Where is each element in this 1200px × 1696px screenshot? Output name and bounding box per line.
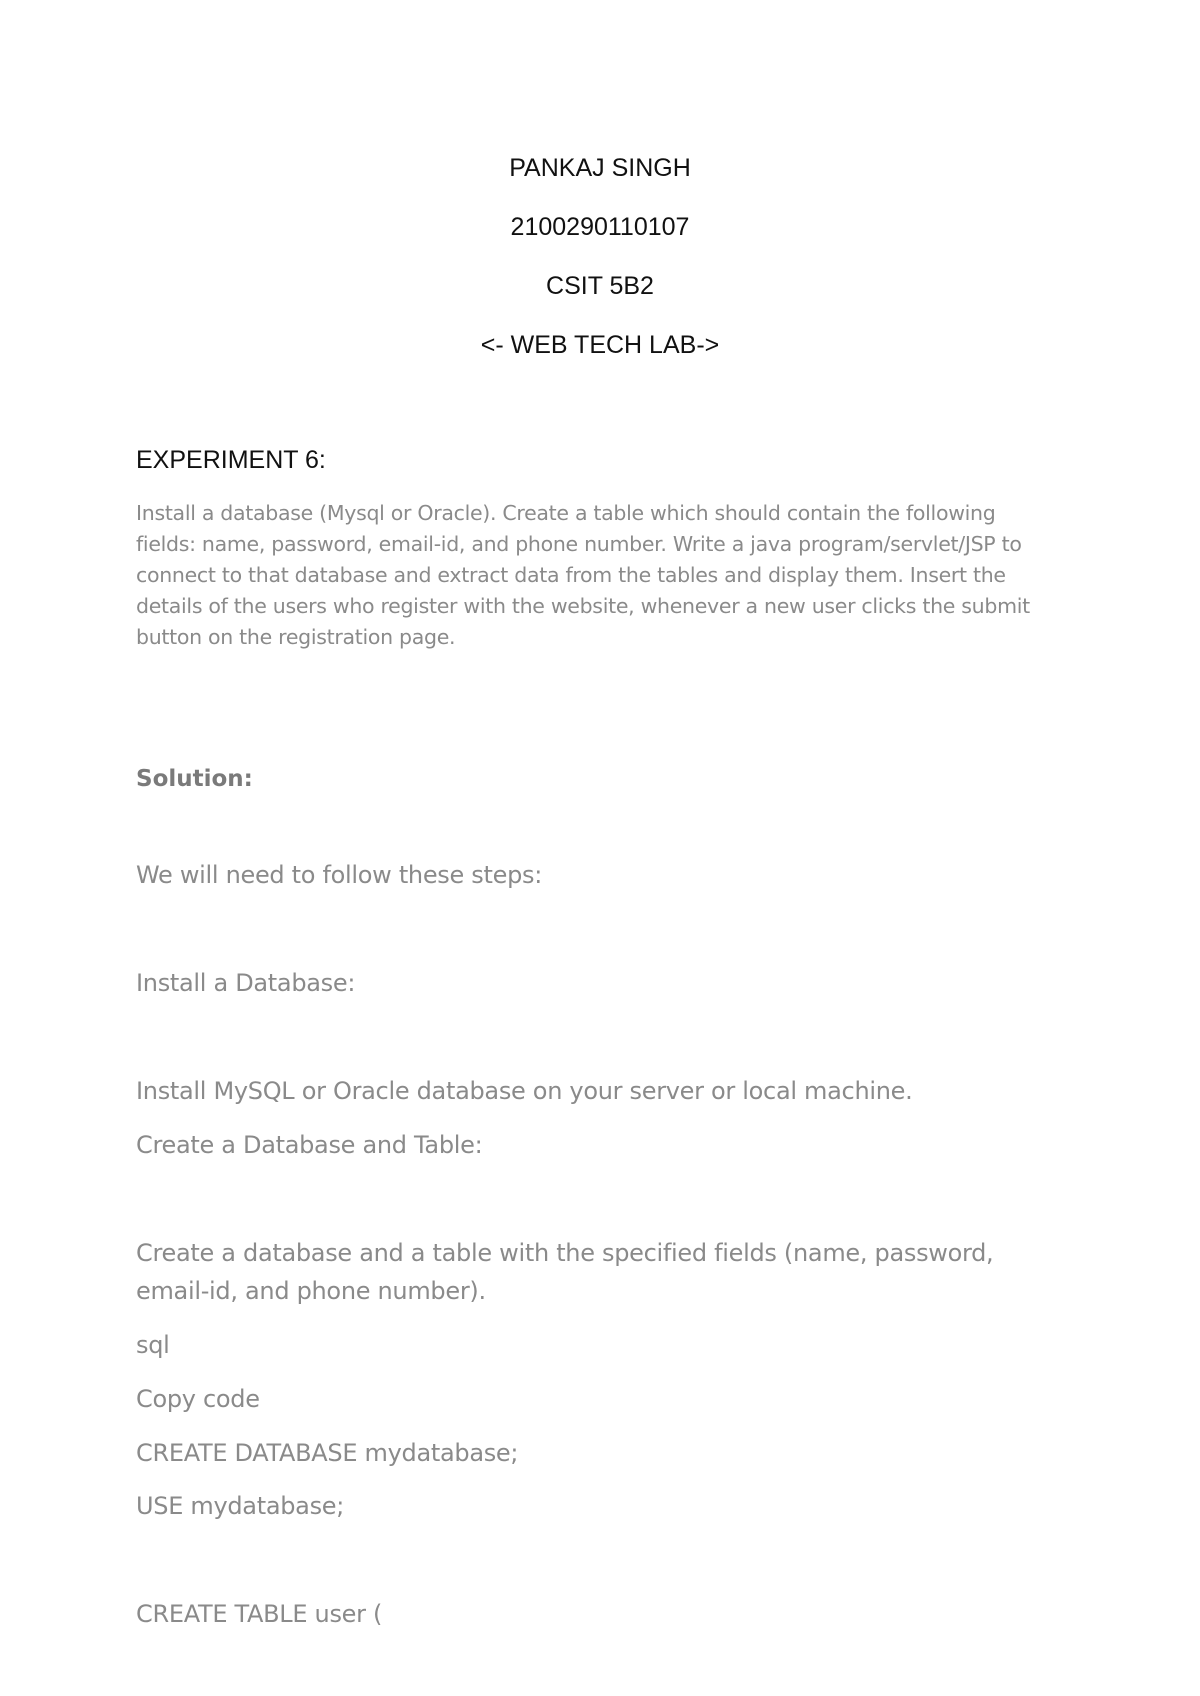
code-line-create-table: CREATE TABLE user ( <box>136 1600 383 1628</box>
lab-title: <- WEB TECH LAB-> <box>480 331 720 359</box>
code-line-create-database: CREATE DATABASE mydatabase; <box>136 1439 519 1467</box>
code-language-label: sql <box>136 1331 170 1359</box>
step1-title: Install a Database: <box>136 969 356 997</box>
student-name: PANKAJ SINGH <box>509 154 691 182</box>
solution-heading: Solution: <box>136 766 253 792</box>
class-section: CSIT 5B2 <box>546 272 654 300</box>
solution-intro: We will need to follow these steps: <box>136 861 543 889</box>
step1-text: Install MySQL or Oracle database on your server or local machine. <box>136 1077 913 1105</box>
experiment-title: EXPERIMENT 6: <box>136 446 326 474</box>
copy-code-label: Copy code <box>136 1385 260 1413</box>
roll-number: 2100290110107 <box>510 213 690 241</box>
step2-text: Create a database and a table with the specified fields (name, password, email-id, and phone number). <box>136 1239 994 1305</box>
experiment-description: Install a database (Mysql or Oracle). Create a table which should contain the following fields: name, password, email-id, and phone number. Write a java program/servlet/JSP to connect to that database and extract data from the tables and display them. Insert the details of the users who register with the website, whenever a new user clicks the submit button on the registration page. <box>136 501 1030 649</box>
code-line-use-database: USE mydatabase; <box>136 1492 345 1520</box>
step2-title: Create a Database and Table: <box>136 1131 483 1159</box>
